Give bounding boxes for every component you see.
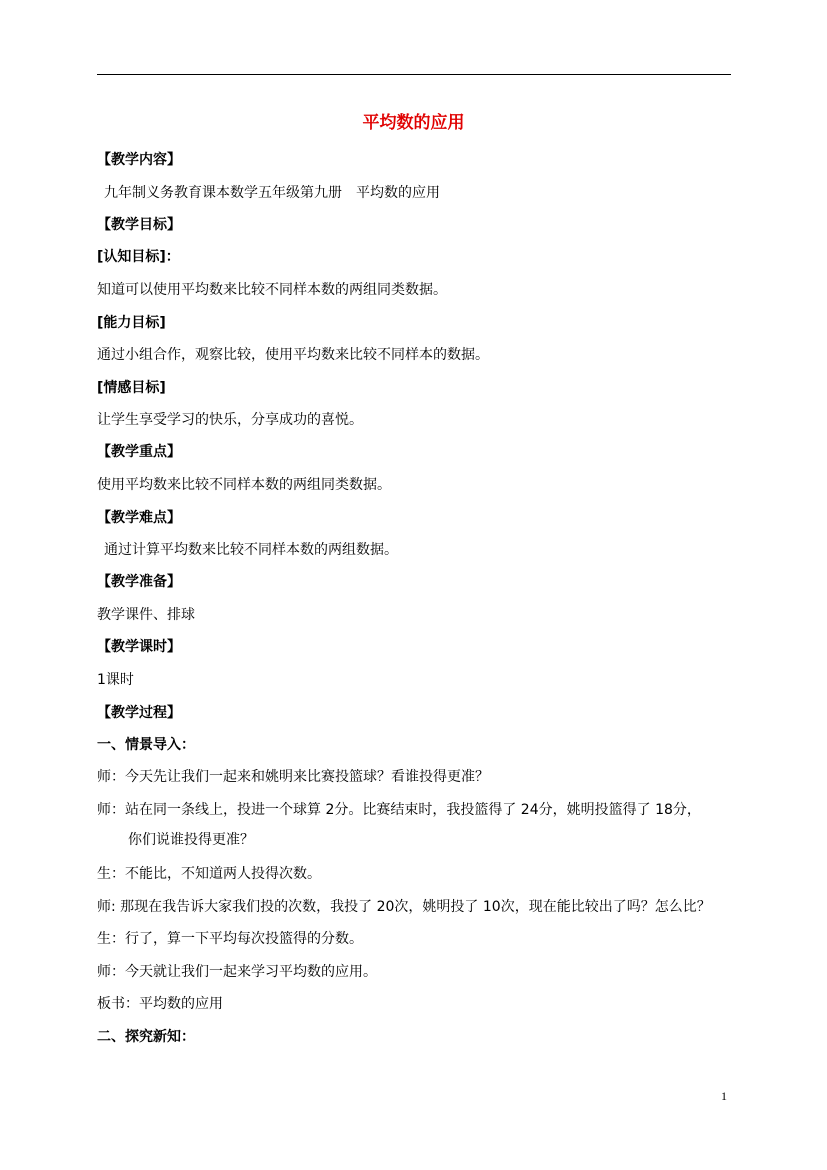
paragraph-teaching-difficulty: 通过计算平均数来比较不同样本数的两组数据。 (104, 542, 398, 558)
paragraph-teaching-focus: 使用平均数来比较不同样本数的两组同类数据。 (97, 477, 391, 493)
dialogue-line-continuation: 你们说谁投得更准？ (128, 832, 254, 848)
dialogue-line: 生：行了，算一下平均每次投篮得的分数。 (97, 931, 363, 947)
heading-teaching-content: 【教学内容】 (97, 152, 181, 168)
heading-teaching-preparation: 【教学准备】 (97, 574, 181, 590)
dialogue-line: 师：站在同一条线上，投进一个球算 2分。比赛结束时，我投篮得了 24分，姚明投篮得了 18分， (97, 802, 701, 818)
heading-teaching-focus: 【教学重点】 (97, 444, 181, 460)
paragraph-emotion-goal: 让学生享受学习的快乐，分享成功的喜悦。 (97, 412, 363, 428)
dialogue-line: 生：不能比，不知道两人投得次数。 (97, 866, 321, 882)
section-scenario-intro: 一、情景导入： (97, 737, 195, 753)
page-number: 1 (721, 1089, 727, 1103)
header-rule (97, 74, 731, 75)
dialogue-line: 师：今天先让我们一起来和姚明来比赛投篮球？看谁投得更准？ (97, 769, 489, 785)
dialogue-line: 师：今天就让我们一起来学习平均数的应用。 (97, 964, 377, 980)
paragraph-cognitive-goal: 知道可以使用平均数来比较不同样本数的两组同类数据。 (97, 282, 447, 298)
section-explore-new: 二、探究新知： (97, 1029, 195, 1045)
blackboard-line: 板书：平均数的应用 (97, 996, 223, 1012)
heading-teaching-process: 【教学过程】 (97, 705, 181, 721)
heading-class-hours: 【教学课时】 (97, 639, 181, 655)
paragraph-ability-goal: 通过小组合作，观察比较，使用平均数来比较不同样本的数据。 (97, 347, 489, 363)
paragraph-class-hours: 1课时 (97, 672, 134, 688)
dialogue-line: 师: 那现在我告诉大家我们投的次数，我投了 20次，姚明投了 10次，现在能比较出了吗？怎么比？ (97, 899, 711, 915)
paragraph-teaching-content: 九年制义务教育课本数学五年级第九册 平均数的应用 (104, 185, 440, 201)
subheading-cognitive-goal: [认知目标]： (97, 249, 180, 265)
heading-teaching-goals: 【教学目标】 (97, 217, 181, 233)
page-title: 平均数的应用 (362, 113, 465, 133)
heading-teaching-difficulty: 【教学难点】 (97, 510, 181, 526)
subheading-emotion-goal: [情感目标] (97, 380, 166, 396)
paragraph-teaching-preparation: 教学课件、排球 (97, 607, 195, 623)
subheading-ability-goal: [能力目标] (97, 315, 166, 331)
